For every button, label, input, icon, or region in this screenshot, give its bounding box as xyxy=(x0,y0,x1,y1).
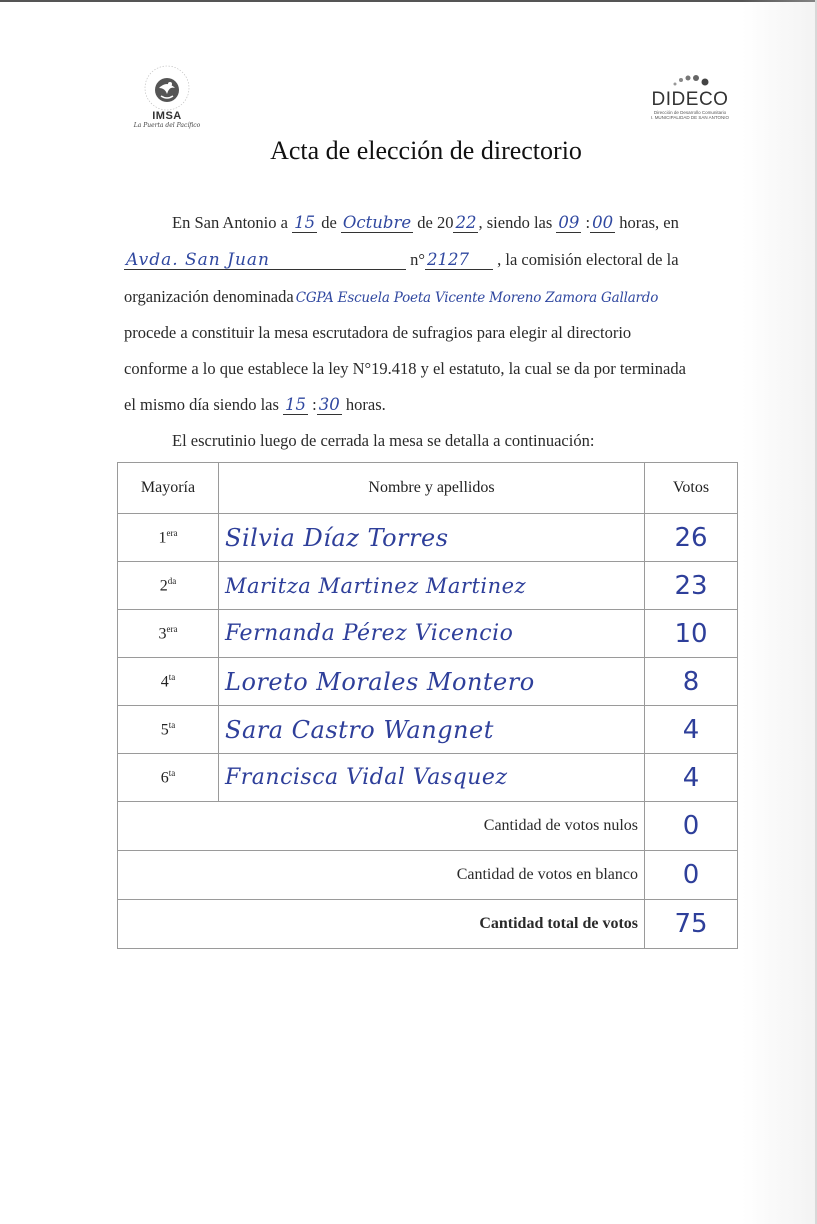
rank-suffix: ta xyxy=(168,767,176,778)
rank-number: 5 xyxy=(160,721,169,739)
header-votes: Votos xyxy=(645,463,738,514)
row-rank xyxy=(118,754,219,802)
header-name: Nombre y apellidos xyxy=(219,463,645,514)
candidate-votes: 8 xyxy=(645,658,738,706)
text-fragment: : xyxy=(308,395,317,414)
paragraph-line-2 xyxy=(124,250,679,270)
summary-row-total xyxy=(118,900,738,949)
blank-votes-label: Cantidad de votos en blanco xyxy=(118,851,645,900)
handwritten-organization-name: CGPA Escuela Poeta Vicente Moreno Zamora Gallardo xyxy=(295,290,659,306)
candidate-name: Sara Castro Wangnet xyxy=(219,706,645,754)
candidate-votes: 4 xyxy=(645,754,738,802)
table-row xyxy=(118,610,738,658)
handwritten-end-minute: 30 xyxy=(318,395,340,414)
handwritten-end-hour: 15 xyxy=(285,395,307,414)
candidate-name: Loreto Morales Montero xyxy=(219,658,645,706)
table-row xyxy=(118,562,738,610)
text-fragment: el mismo día siendo las xyxy=(124,395,284,414)
dideco-brand: DIDECO xyxy=(651,89,729,110)
candidate-votes: 23 xyxy=(645,562,738,610)
text-fragment: : xyxy=(581,213,591,232)
dideco-subline-1: Dirección de Desarrollo Comunitario xyxy=(653,110,727,115)
candidate-votes: 10 xyxy=(645,610,738,658)
header-rank: Mayoría xyxy=(118,463,219,514)
total-votes-label: Cantidad total de votos xyxy=(118,900,645,949)
rank-number: 3 xyxy=(158,625,167,643)
handwritten-day: 15 xyxy=(294,213,316,232)
rank-number: 4 xyxy=(160,673,169,691)
text-fragment: , siendo las xyxy=(478,213,557,232)
paragraph-line-5: conforme a lo que establece la ley N°19.418 y el estatuto, la cual se da por terminada xyxy=(124,359,686,378)
text-fragment: horas. xyxy=(341,395,386,414)
handwritten-street-number: 2127 xyxy=(425,251,493,270)
null-votes-value: 0 xyxy=(645,802,738,851)
row-rank xyxy=(118,514,219,562)
row-rank xyxy=(118,706,219,754)
imsa-motto: La Puerta del Pacífico xyxy=(133,122,201,129)
paragraph-line-7: El escrutinio luego de cerrada la mesa se detalla a continuación: xyxy=(172,431,595,450)
text-fragment: de xyxy=(317,213,341,232)
municipal-seal-icon xyxy=(139,58,195,112)
total-votes-value: 75 xyxy=(645,900,738,949)
table-header-row xyxy=(118,463,738,514)
text-fragment: n° xyxy=(406,250,425,269)
scan-top-edge xyxy=(0,0,817,2)
text-fragment: organización denominada xyxy=(124,287,294,306)
table-row xyxy=(118,706,738,754)
row-rank xyxy=(118,610,219,658)
imsa-logo xyxy=(122,58,212,129)
imsa-abbreviation: IMSA xyxy=(152,110,182,122)
rank-number: 6 xyxy=(160,769,169,787)
table-row xyxy=(118,658,738,706)
document-title: Acta de elección de directorio xyxy=(270,136,582,165)
candidate-name: Fernanda Pérez Vicencio xyxy=(219,610,645,658)
handwritten-minute: 00 xyxy=(592,213,614,232)
handwritten-year: 22 xyxy=(455,213,477,232)
summary-row-blank xyxy=(118,851,738,900)
table-row xyxy=(118,754,738,802)
dideco-subline-2: I. MUNICIPALIDAD DE SAN ANTONIO xyxy=(650,115,730,120)
null-votes-label: Cantidad de votos nulos xyxy=(118,802,645,851)
paragraph-line-6 xyxy=(124,395,386,415)
paragraph-line-4: procede a constituir la mesa escrutadora de sufragios para elegir al directorio xyxy=(124,323,632,342)
rank-suffix: era xyxy=(166,623,178,634)
summary-row-null xyxy=(118,802,738,851)
scan-shadow xyxy=(742,0,817,1224)
candidate-name: Maritza Martinez Martinez xyxy=(219,562,645,610)
rank-number: 1 xyxy=(158,529,167,547)
rank-suffix: era xyxy=(166,527,178,538)
text-fragment: horas, en xyxy=(615,213,679,232)
row-rank xyxy=(118,658,219,706)
paragraph-line-1 xyxy=(172,213,679,233)
table-row xyxy=(118,514,738,562)
rank-number: 2 xyxy=(159,577,168,595)
rank-suffix: ta xyxy=(168,719,176,730)
results-table xyxy=(117,462,738,949)
candidate-votes: 4 xyxy=(645,706,738,754)
text-fragment: de 20 xyxy=(413,213,454,232)
dideco-logo xyxy=(640,70,740,120)
handwritten-month: Octubre xyxy=(342,213,412,232)
candidate-name: Francisca Vidal Vasquez xyxy=(219,754,645,802)
handwritten-hour: 09 xyxy=(558,213,580,232)
candidate-name: Silvia Díaz Torres xyxy=(219,514,645,562)
paragraph-line-3 xyxy=(124,287,660,307)
text-fragment: , la comisión electoral de la xyxy=(492,250,679,269)
blank-votes-value: 0 xyxy=(645,851,738,900)
rank-suffix: da xyxy=(167,575,177,586)
candidate-votes: 26 xyxy=(645,514,738,562)
text-fragment: En San Antonio a xyxy=(172,213,293,232)
dideco-dots-icon xyxy=(665,70,715,90)
handwritten-street: Avda. San Juan xyxy=(124,251,406,270)
rank-suffix: ta xyxy=(168,671,176,682)
row-rank xyxy=(118,562,219,610)
